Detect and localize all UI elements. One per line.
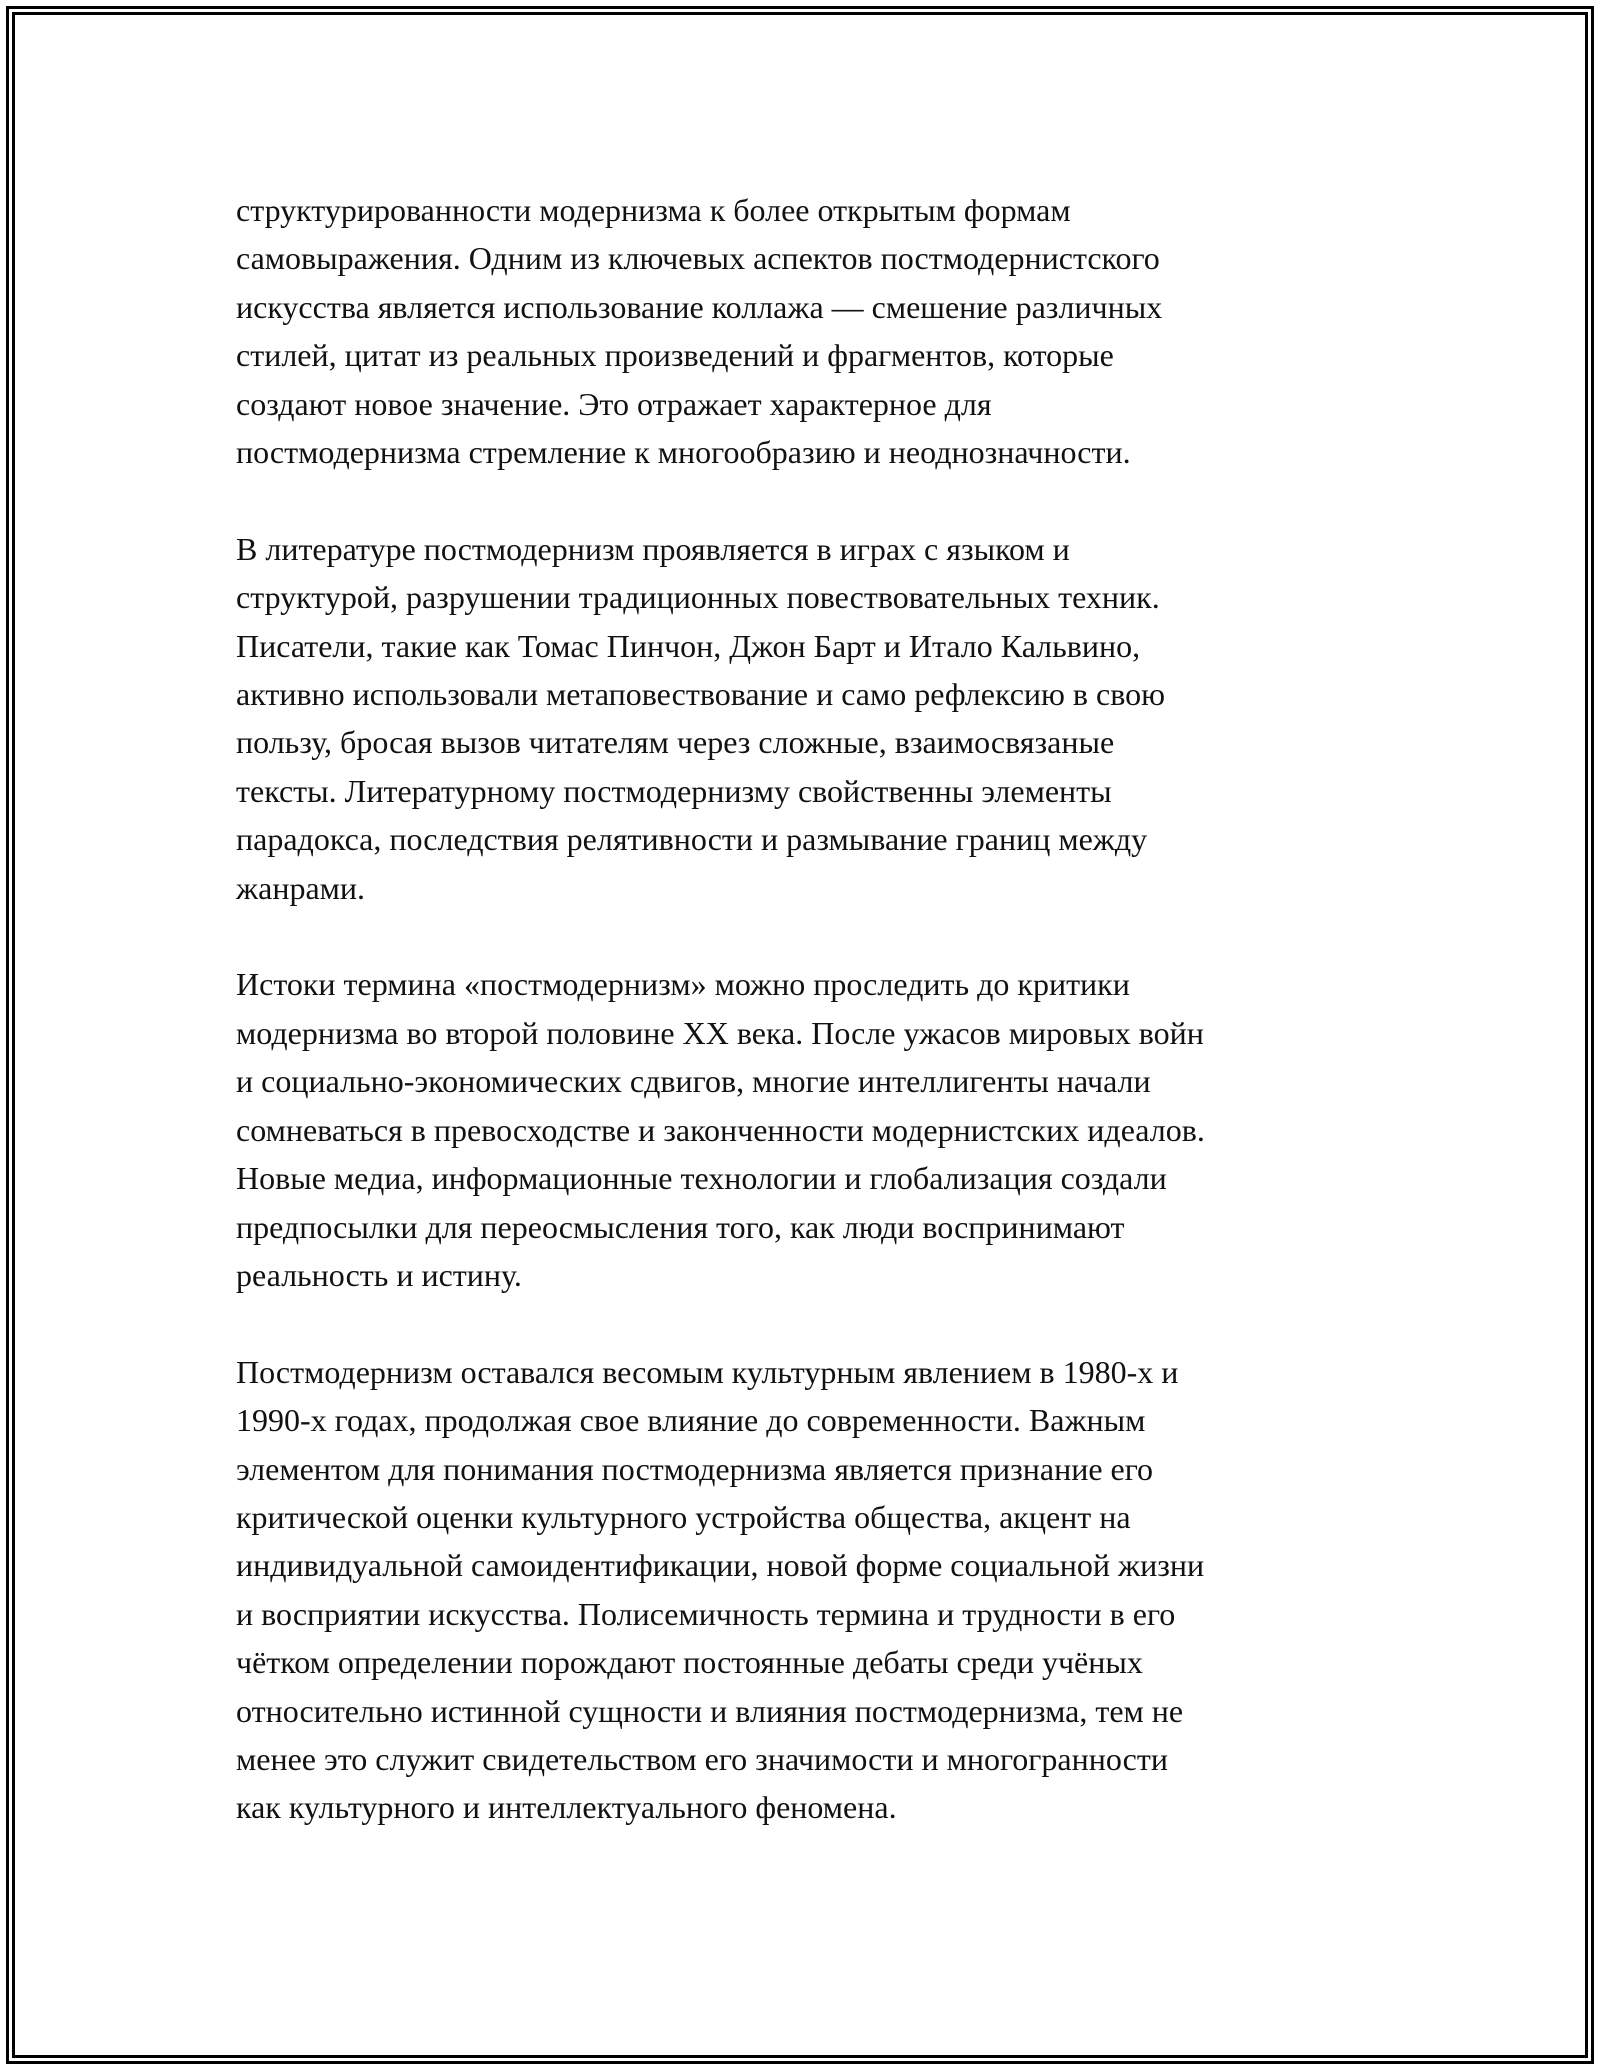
paragraph-collage: [236, 186, 1366, 476]
text-line: сомневаться в превосходстве и законченности модернистских идеалов.: [236, 1111, 1205, 1148]
text-line: постмодернизма стремление к многообразию и неоднозначности.: [236, 434, 1131, 471]
text-line: и социально-экономических сдвигов, многие интеллигенты начали: [236, 1063, 1151, 1100]
text-line: Новые медиа, информационные технологии и глобализация создали: [236, 1160, 1167, 1197]
document-body: [236, 186, 1366, 1832]
text-line: стилей, цитат из реальных произведений и фрагментов, которые: [236, 337, 1114, 374]
text-line: реальность и истину.: [236, 1256, 522, 1293]
text-line: активно использовали метаповествование и само рефлексию в свою: [236, 676, 1166, 713]
text-line: тексты. Литературному постмодернизму свойственны элементы: [236, 772, 1112, 809]
text-line: элементом для понимания постмодернизма является признание его: [236, 1450, 1154, 1487]
text-line: искусства является использование коллажа — смешение различных: [236, 288, 1163, 325]
text-line: создают новое значение. Это отражает характерное для: [236, 385, 992, 422]
text-line: пользу, бросая вызов читателям через сложные, взаимосвязаные: [236, 724, 1115, 761]
text-line: чётком определении порождают постоянные дебаты среди учёных: [236, 1644, 1143, 1681]
text-line: 1990-х годах, продолжая свое влияние до современности. Важным: [236, 1402, 1146, 1439]
text-line: Истоки термина «постмодернизм» можно проследить до критики: [236, 966, 1130, 1003]
text-line: Писатели, такие как Томас Пинчон, Джон Барт и Итало Кальвино,: [236, 627, 1141, 664]
text-line: критической оценки культурного устройства общества, акцент на: [236, 1498, 1131, 1535]
text-line: менее это служит свидетельством его значимости и многогранности: [236, 1740, 1168, 1777]
text-line: индивидуальной самоидентификации, новой форме социальной жизни: [236, 1547, 1205, 1584]
text-line: и восприятии искусства. Полисемичность термина и трудности в его: [236, 1595, 1176, 1632]
text-line: жанрами.: [236, 869, 366, 906]
text-line: самовыражения. Одним из ключевых аспектов постмодернистского: [236, 240, 1160, 277]
text-line: парадокса, последствия релятивности и размывание границ между: [236, 821, 1148, 858]
text-line: структурой, разрушении традиционных повествовательных техник.: [236, 579, 1160, 616]
paragraph-literature: [236, 525, 1366, 912]
text-line: предпосылки для переосмысления того, как люди воспринимают: [236, 1208, 1125, 1245]
paragraph-legacy: [236, 1348, 1366, 1832]
text-line: Постмодернизм оставался весомым культурным явлением в 1980-х и: [236, 1353, 1179, 1390]
text-line: модернизма во второй половине XX века. После ужасов мировых войн: [236, 1014, 1204, 1051]
paragraph-origins: [236, 960, 1366, 1299]
text-line: относительно истинной сущности и влияния постмодернизма, тем не: [236, 1692, 1184, 1729]
text-line: В литературе постмодернизм проявляется в играх с языком и: [236, 530, 1070, 567]
text-line: структурированности модернизма к более открытым формам: [236, 192, 1071, 228]
text-line: как культурного и интеллектуального феномена.: [236, 1789, 897, 1826]
